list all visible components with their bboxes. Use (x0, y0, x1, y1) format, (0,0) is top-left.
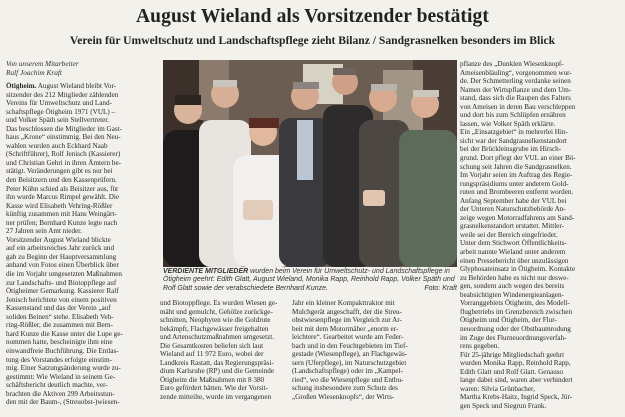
article-text-line: zur Landschafts- und Biotoppflege auf (6, 278, 117, 287)
article-text-line: leichtere“. Gearbeitet wurde am Feder- (292, 333, 404, 342)
article-text-line: zende mitteilte, wurde im vergangenen (160, 393, 272, 402)
article-text-line: Ötigheim. August Wieland bleibt Vor- (6, 82, 117, 90)
article-text-line: (Landschaftspflege) oder im „Kampel- (292, 367, 403, 376)
article-text-line: brachten die Aktiven 299 Arbeitsstun- (6, 389, 115, 398)
article-text-line: ihn wurde Marcus Rimpel gewählt. Die (6, 193, 120, 202)
article-text-line: (Schriftführer), Rolf Jenisch (Kassierer) (6, 150, 121, 159)
byline-author: Ralf Joachim Kraft (6, 67, 62, 77)
article-text-line: schnitten, Neophyten wie die Goldrute (160, 316, 271, 325)
article-text-line: bei der Brückleinsgrube im Hirsch- (460, 145, 562, 154)
article-column-4 (460, 60, 618, 410)
article-text-line: Jahr ein kleiner Kompakttraktor mit (292, 299, 395, 307)
article-text-line: Vorranggebiets Ötigheim, des Modell- (460, 299, 570, 308)
article-text-line: Kassenstand und das der Verein „auf (6, 304, 111, 313)
article-text-line: mäht und gemulcht, Gehölze zurückge- (160, 307, 273, 316)
article-text-line: Landkreis Rastatt, das Regierungspräsi- (160, 358, 274, 367)
article-text-line: flugbetriebs im Grenzbereich zwischen (460, 307, 573, 316)
article-text-line: Im Vorjahr seien im Auftrag des Regie- (460, 171, 573, 180)
article-text-line: Mulchgerät angeschafft, der die Streu- (292, 307, 402, 316)
article-text-line: einen Pressebericht über unzulässigen (460, 256, 569, 265)
article-text-line: schung insbesondere zum Schutz des (292, 384, 398, 393)
article-text-line: und Christian Gehri in ihren Ämtern be- (6, 158, 122, 167)
article-text-line: haus „Krone“ einstimmig. Bei den Neu- (6, 133, 121, 142)
article-text-line: künftig zusammen mit Hans Weingärt- (6, 210, 117, 219)
article-text-line: zeige wegen Motorradfahrens am Sand- (460, 213, 575, 222)
article-text-line: schung seit Jahren die Sandgrasnelken. (460, 162, 572, 171)
article-text-line: pflanze des „Dunklen Wiesenknopf- (460, 60, 564, 68)
article-text-line: wurden Monika Rapp, Reinhold Rapp, (460, 359, 571, 368)
article-text-line: stand, dass sich die Raupen des Falters (460, 94, 571, 103)
article-text-line: Ötigheimer Gemarkung. Kassierer Ralf (6, 287, 119, 296)
byline-line: Von unserem Mitarbeiter (6, 59, 79, 68)
article-text-line: Jenisch berichtete von einem positiven (6, 295, 117, 304)
article-text-line: ruten und Brombeeren entfernt worden. (460, 188, 574, 197)
article-text-line: de. Der Schmetterling verdanke seinen (460, 77, 571, 86)
article-text-line: gen, sondern auch wegen des bereits (460, 282, 565, 291)
article-text-line: im Zuge des Flurneuordnungsverfah- (460, 333, 567, 342)
article-text-line: weile sei der Bereich eingefriedet. (460, 230, 558, 239)
article-text-line: gab zu Beginn der Hauptversammlung (6, 252, 117, 261)
article-text-line: der Unteren Naturschutzbehörde An- (460, 205, 566, 214)
article-text-line: auf ein arbeitsreiches Jahr zurück und (6, 244, 115, 253)
article-text-line: obstwiesenpflege im Vergleich zur Ar- (292, 316, 402, 325)
article-text-line: „Großen Wiesenknopfs“, der Wirts- (292, 393, 395, 402)
article-text-line: gestade (Wiesenpflege), an Flachgewäs- (292, 350, 408, 359)
article-text-line: schäftsbericht deutlich machte, ver- (6, 381, 108, 390)
article-text-line: Ein „Einsatzgebiet“ in mehrerlei Hin- (460, 128, 568, 137)
article-text-line: 27 Jahren sein Amt nieder. (6, 227, 82, 236)
article-text-line: sern (Uferpflege), im Naturschutzgebiet (292, 358, 407, 367)
article-text-line: Kasse wird Elisabeth Vehring-Rößler (6, 201, 113, 210)
article-text-line: Edith Glatt und Rolf Glatt. Genauso (460, 367, 564, 376)
article-column-2 (160, 299, 290, 402)
article-text-line: anhand von Fotos einen Überblick über (6, 261, 119, 270)
article-text-line: dium Karlsruhe (RP) und die Gemeinde (160, 367, 275, 376)
article-text-line: Vorsitzender August Wieland blickte (6, 235, 111, 244)
article-text-line: beit mit dem Motormäher „enorm er- (292, 324, 399, 333)
article-text-line: ring-Rößler, die zusammen mit Bern- (6, 321, 113, 330)
article-text-line: lassen, wie Volker Späth erklärte. (460, 119, 556, 128)
article-text-line: Anfang September habe der VUL bei (460, 196, 567, 205)
article-text-line: und Artenschutzmaßnahmen umgesetzt. (160, 333, 275, 342)
article-text-line: rungspräsidiums unter anderem Gold- (460, 179, 569, 188)
article-text-line: neuordnung oder der Obstbaumrodung (460, 324, 571, 333)
article-text-line: Euro gefördert hätten. Wie der Vorsit- (160, 384, 268, 393)
article-text-line: und Volker Späth sein Stellvertreter. (6, 116, 110, 125)
article-text-line: und dort bis zum Schlüpfen ernähren (460, 111, 566, 120)
article-text-line: und Biotoppflege. Es wurden Wiesen ge- (160, 299, 278, 307)
article-column-1 (6, 82, 160, 407)
article-text-line: rens gegeben. (460, 342, 500, 351)
article-text-line: grund. Dort pflegt der VUL an einer Bö- (460, 154, 576, 163)
article-text-line: zu Behörden habe es nicht nur deswe- (460, 273, 569, 282)
article-text-line: stätigt. Veränderungen gibt es nur bei (6, 167, 113, 176)
article-text-line: einwandfreie Buchführung. Die Entlas- (6, 346, 119, 355)
article-text-line: Namen der Wirtspflanze und dem Um- (460, 85, 572, 94)
article-text-line: sicht war der Sandgrasnelkenstandort (460, 136, 567, 145)
article-text-line: sitzender des 212 Mitglieder zählenden (6, 90, 119, 99)
photo-caption (163, 268, 457, 293)
article-text-line: Ötigheim und Ötigheim, der Flur- (460, 316, 557, 325)
article-text-line: hard Kunze die Kasse unter die Lupe ge- (6, 329, 123, 338)
article-text-line: Vereins für Umweltschutz und Land- (6, 99, 112, 108)
article-text-line: Unter dem Stichwort Öffentlichkeits- (460, 239, 567, 248)
article-text-line: gen Speck und Siegrun Frank. (460, 401, 547, 410)
article-text-line: ried“, wo die Wiesenpflege und Entbu- (292, 375, 404, 384)
article-text-line: lange dabei sind, waren aber verhindert (460, 376, 573, 385)
article-text-line: schaftspflege Ötigheim 1971 (VUL) – (6, 107, 116, 116)
article-text-line: Das beschlossen die Mitglieder im Gast- (6, 124, 123, 133)
article-text-line: Martha Krebs-Haitz, Ingrid Speck, Jür- (460, 393, 573, 402)
article-text-line: beabsichtigten Windenergieanlagen- (460, 290, 564, 299)
article-text-line: bach und in den Feuchtgebieten im Tief- (292, 341, 408, 350)
article-text-line: Glyphosateinsatz in Ötigheim. Kontakte (460, 265, 576, 274)
photo-credit: Foto: Kraft (424, 284, 457, 292)
article-column-3 (292, 299, 422, 402)
article-text-line: Ameisenbläuling“, vorgenommen wur- (460, 68, 572, 77)
article-text-line: soliden Beinen“ stehe. Elisabeth Veh- (6, 312, 114, 321)
article-subheadline: Verein für Umweltschutz und Landschaftspflege zieht Bilanz / Sandgrasnelken besonders im Blick (69, 34, 556, 47)
article-text-line: tung des Vorstandes erfolgte einstim- (6, 355, 113, 364)
article-text-line: die im Vorjahr umgesetzten Maßnahmen (6, 270, 122, 279)
article-text-line: von Ameisen in deren Bau verschleppen (460, 102, 576, 111)
article-text-line: Ötigheim die Maßnahmen mit 8 380 (160, 375, 265, 384)
article-headline: August Wieland als Vorsitzender bestätigt (136, 6, 489, 27)
article-text-line: Wieland auf 11 972 Euro, wobei der (160, 350, 264, 359)
caption-lead: VERDIENTE MITGLIEDER (163, 268, 249, 275)
article-text-line: mig. Einer Satzungsänderung wurde zu- (6, 364, 121, 373)
article-text-line: waren: Silvia Grünbacher, (460, 384, 535, 393)
article-text-line: arbeit nannte Wieland unter anderem (460, 248, 566, 257)
article-text-line: grasnelkenstandort erstattet. Mittler- (460, 222, 564, 231)
article-text-line: den Beisitzern und den Kassenprüfern. (6, 176, 117, 185)
article-byline (6, 60, 166, 77)
article-text-line: nommen hatte, bescheinigte ihm eine (6, 338, 113, 347)
article-text-line: Für 25-jährige Mitgliedschaft geehrt (460, 350, 565, 359)
article-text-line: gestimmt: Wie Wieland in seinem Ge- (6, 372, 116, 381)
article-text-line: Peter Kühn schied als Beisitzer aus, für (6, 184, 119, 193)
article-text-line: wahlen wurden auch Eckhard Naab (6, 141, 108, 150)
group-photo (163, 60, 457, 267)
article-text-line: den mit der Baum-, (Streuobst-)wiesen- (6, 398, 120, 407)
article-text-line: bekämpft, Flachgewässer freigehalten (160, 324, 269, 333)
caption-text: wurden beim Verein für Umweltschutz- und Landschaftspflege in Ötigheim geehrt: Edith Glatt, August Wieland, Monika Rapp, Reinhold Rapp, Volker Späth und Rolf Glatt sowie der verabschiedete Bernhard Kunze. (163, 268, 455, 292)
article-text-line: Die Gesamtkosten beliefen sich laut (160, 341, 264, 350)
article-text-line: ner prüfen; Bernhard Kunze legte nach (6, 218, 118, 227)
